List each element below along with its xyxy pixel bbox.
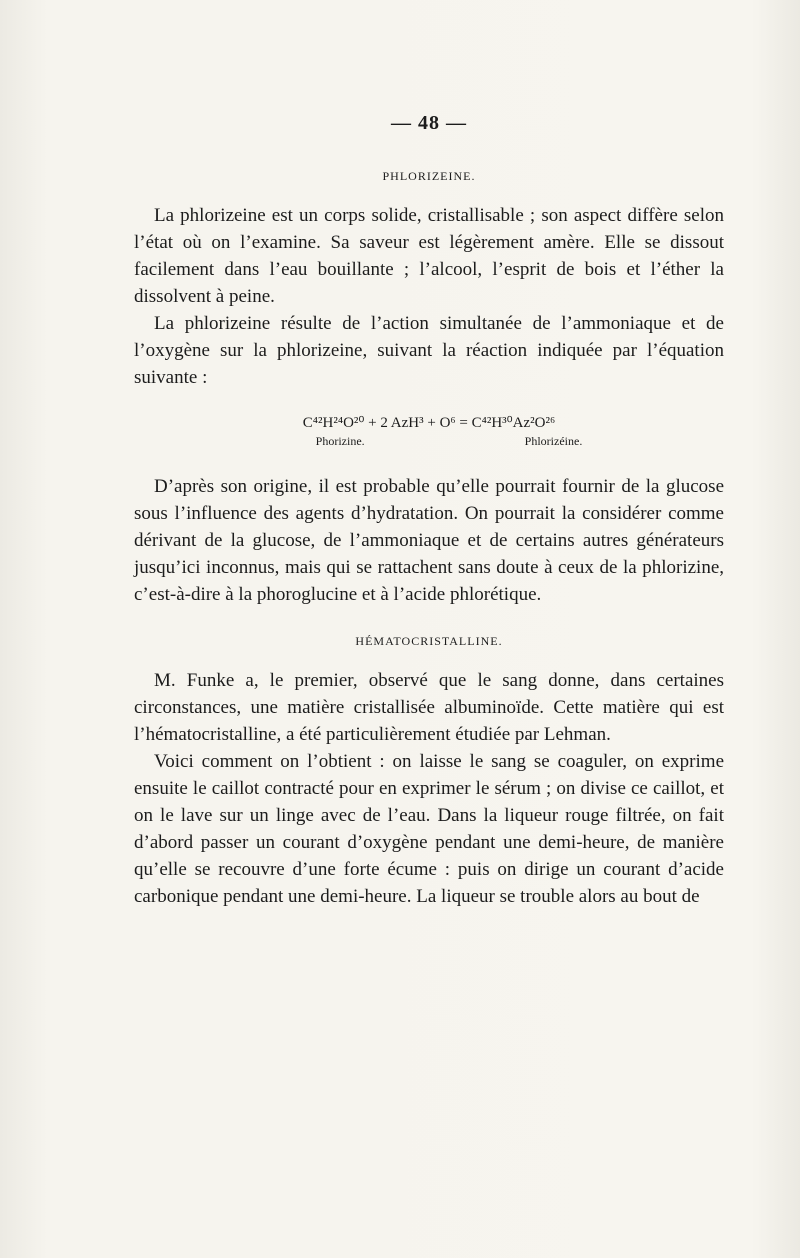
equation-labels xyxy=(174,434,724,449)
paragraph: M. Funke a, le premier, observé que le sang donne, dans certaines circonstances, une matière cristallisée albuminoïde. Cette matière qui est l’hématocristalline, a été particulièrement étudiée par Lehman. xyxy=(134,670,724,745)
page-number: — 48 — xyxy=(391,112,467,134)
page-content xyxy=(134,112,724,910)
section-heading-hematocristalline: HÉMATOCRISTALLINE. xyxy=(355,634,503,648)
section-heading-phlorizeine: PHLORIZEINE. xyxy=(382,169,476,183)
paragraph: La phlorizeine est un corps solide, cristallisable ; son aspect diffère selon l’état où on l’examine. Sa saveur est légèrement amère. Elle se dissout facilement dans l’eau bouillante ; l’alcool, l’esprit de bois et l’éther la dissolvent à peine. xyxy=(134,205,724,307)
paragraph: Voici comment on l’obtient : on laisse le sang se coaguler, on exprime ensuite le caillot contracté pour en exprimer le sérum ; on divise ce caillot, et on le lave sur un linge avec de l’eau. Dans la liqueur rouge filtrée, on fait d’abord passer un courant d’oxygène pendant une demi-heure, de manière qu’elle se recouvre d’une forte écume : puis on dirige un courant d’acide carbonique pendant une demi-heure. La liqueur se trouble alors au bout de xyxy=(134,751,724,907)
equation-label-left: Phorizine. xyxy=(315,434,365,448)
paragraph: D’après son origine, il est probable qu’elle pourrait fournir de la glucose sous l’influence des agents d’hydratation. On pourrait la considérer comme dérivant de la glucose, de l’ammoniaque et de certains autres générateurs jusqu’ici inconnus, mais qui se rattachent sans doute à ceux de la phlorizine, c’est-à-dire à la phoroglucine et à l’acide phlorétique. xyxy=(134,476,724,605)
chemical-equation xyxy=(134,413,724,449)
paragraph: La phlorizeine résulte de l’action simultanée de l’ammoniaque et de l’oxygène sur la phlorizeine, suivant la réaction indiquée par l’équation suivante : xyxy=(134,313,724,388)
equation-text: C⁴²H²⁴O²⁰ + 2 AzH³ + O⁶ = C⁴²H³⁰Az²O²⁶ xyxy=(302,415,556,431)
equation-label-right: Phlorizéine. xyxy=(524,434,583,448)
